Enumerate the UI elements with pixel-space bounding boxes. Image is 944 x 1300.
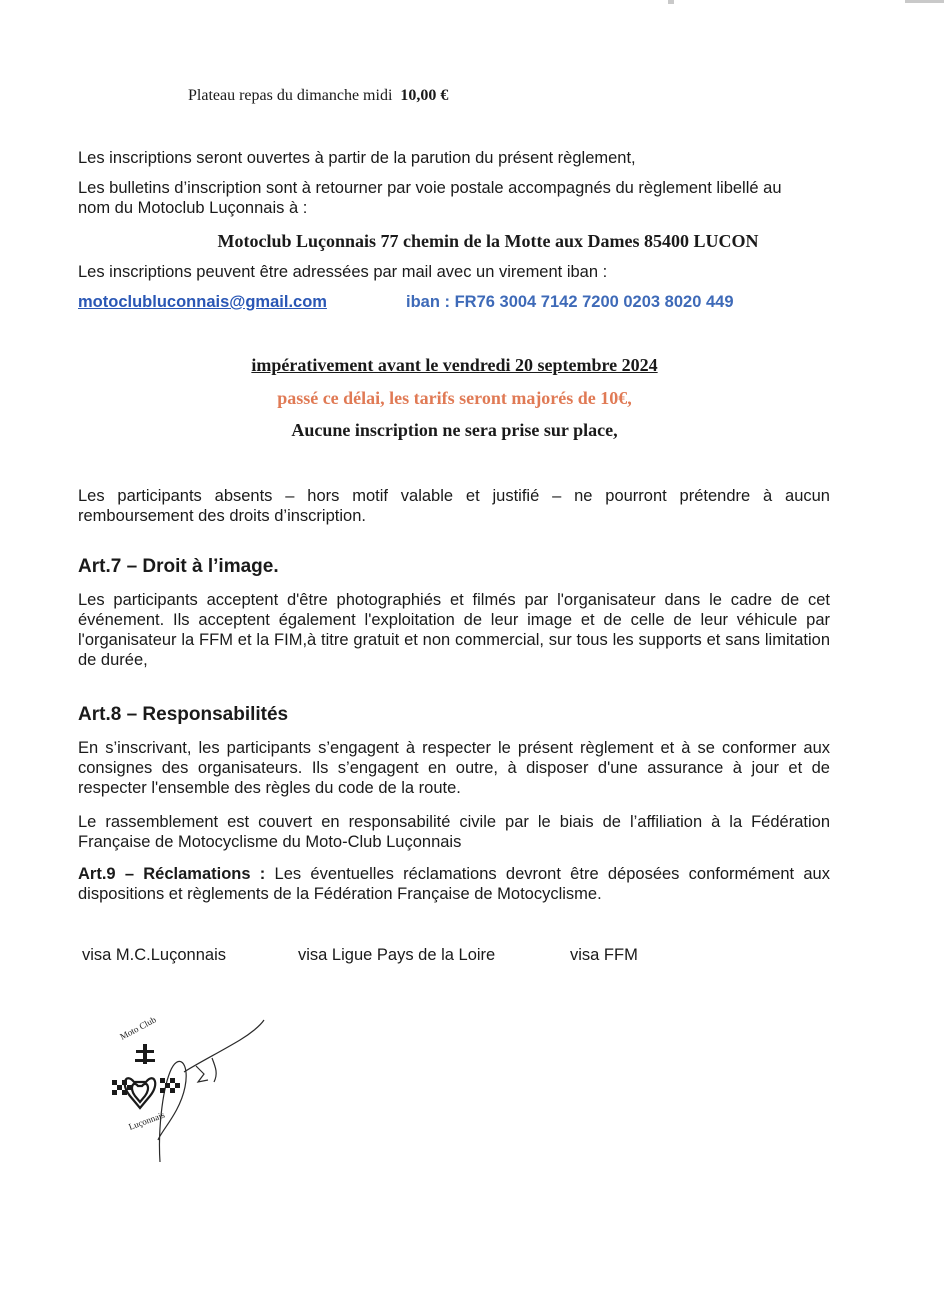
meal-price: 10,00 € — [400, 87, 449, 104]
scan-speck — [905, 0, 944, 3]
visa-mc: visa M.C.Luçonnais — [82, 946, 226, 964]
club-stamp-signature — [100, 1012, 280, 1172]
art7-body: Les participants acceptent d'être photographiés et filmés par l'organisateur dans le cadre de cet événement. Ils acceptent également l'exploitation de leur image et de celle de leur véhicule par l'organisateur la FFM et la FIM,à titre gratuit et non commercial, sur tous les supports et sans limitation de durée, — [78, 591, 830, 669]
art8-body-1: En s’inscrivant, les participants s’engagent à respecter le présent règlement et à se conformer aux consignes des organisateurs. Ils s’engagent en outre, à disposer d'une assurance à jour et de respecter l'ensemble des règles du code de la route. — [78, 739, 830, 797]
deadline-block — [100, 354, 809, 441]
deadline-text: impérativement avant le vendredi 20 septembre 2024 — [251, 355, 658, 375]
art9-label: Art.9 – Réclamations : — [78, 865, 266, 883]
absent-paragraph: Les participants absents – hors motif valable et justifié – ne pourront prétendre à aucun remboursement des droits d’inscription. — [78, 487, 830, 525]
meal-line — [188, 86, 448, 106]
art9-body: Les éventuelles réclamations devront être déposées conformément aux dispositions et règlements de la Fédération Française de Motocyclisme. — [78, 865, 830, 903]
email-intro: Les inscriptions peuvent être adressées par mail avec un virement iban : — [78, 263, 608, 281]
iban-text: iban : FR76 3004 7142 7200 0203 8020 449 — [406, 293, 734, 311]
late-fee-text: passé ce délai, les tarifs seront majorés de 10€, — [277, 388, 632, 408]
art8-body-2: Le rassemblement est couvert en responsabilité civile par le biais de l’affiliation à la Fédération Française de Motocyclisme du Moto-Club Luçonnais — [78, 813, 830, 851]
stamp-top-text: Moto Club — [118, 1014, 158, 1042]
club-address: Motoclub Luçonnais 77 chemin de la Motte aux Dames 85400 LUCON — [217, 231, 759, 251]
meal-text: Plateau repas du dimanche midi — [188, 87, 393, 104]
no-onsite-text: Aucune inscription ne sera prise sur place, — [291, 420, 618, 440]
visa-ligue: visa Ligue Pays de la Loire — [298, 946, 496, 964]
visa-ffm: visa FFM — [570, 946, 638, 964]
art7-title: Art.7 – Droit à l’image. — [78, 556, 279, 577]
registration-postal: Les bulletins d’inscription sont à retourner par voie postale accompagnés du règlement libellé au nom du Motoclub Luçonnais à : — [78, 179, 782, 217]
art9-paragraph — [78, 864, 830, 904]
stamp-bottom-text: Luçonnais — [127, 1109, 166, 1132]
registration-opening: Les inscriptions seront ouvertes à partir de la parution du présent règlement, — [78, 149, 636, 167]
art8-title: Art.8 – Responsabilités — [78, 704, 289, 725]
email-link[interactable]: motoclubluconnais@gmail.com — [78, 293, 327, 311]
scan-speck — [668, 0, 674, 4]
